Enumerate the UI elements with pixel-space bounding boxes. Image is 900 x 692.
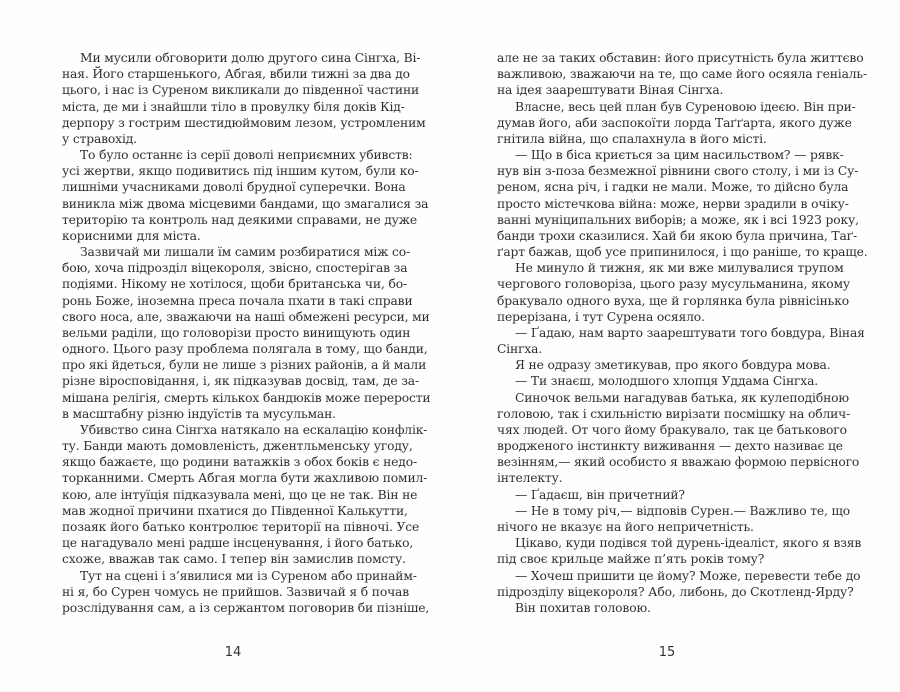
- text-line: підрозділу віцекороля? Або, либонь, до Скотленд-Ярду?: [497, 584, 854, 599]
- text-line: свого носа, але, зважаючи на наші обмежені ресурси, ми: [62, 309, 430, 324]
- text-line: гнітила війна, що спалахнула в його місті.: [497, 131, 767, 146]
- text-line: — Ти знаєш, молодшого хлопця Уддама Сінгха.: [515, 374, 819, 389]
- text-line: одного. Цього разу проблема полягала в тому, що банди,: [62, 342, 428, 357]
- text-line: усі жертви, якщо подивитись під іншим кутом, були ко-: [62, 164, 419, 179]
- text-line: лишніми учасниками доволі брудної суперечки. Вона: [62, 180, 406, 195]
- page-number-right: 15: [658, 645, 676, 660]
- page-number-left: 14: [224, 645, 242, 660]
- text-line: Ми мусили обговорити долю другого сина Сінгха, Ві-: [80, 51, 421, 65]
- text-line: нув він з-поза безмежної рівнини свого столу, і ми із Су-: [497, 164, 859, 179]
- text-line: Зазвичай ми лишали їм самим розбиратися між со-: [80, 245, 411, 260]
- text-line: Він похитав головою.: [515, 600, 651, 615]
- text-line: ту. Банди мають домовленість, джентльменську угоду,: [62, 439, 413, 454]
- text-line: в масштабну різню індуїстів та мусульман.: [62, 406, 336, 421]
- text-line: ґарт бажав, щоб усе припинилося, і що раніше, то краще.: [497, 245, 868, 260]
- text-line: нічого не вказує на його непричетність.: [497, 519, 754, 534]
- text-line: на ідея заарештувати Віная Сінгха.: [497, 83, 724, 98]
- text-line: це нагадувало мені радше інсценування, і його батько,: [62, 536, 414, 551]
- text-line: вельми раділи, що головорізи просто винищують один: [62, 325, 411, 340]
- text-line: чергового головоріза, цього разу мусульманина, якому: [497, 277, 850, 292]
- text-line: якщо бажаєте, що родини ватажків з обох боків є недо-: [62, 455, 417, 470]
- text-line: Не минуло й тижня, як ми вже милувалися трупом: [515, 261, 844, 276]
- text-line: але не за таких обставин: його присутність була життєво: [497, 51, 864, 65]
- text-line: у стравохід.: [62, 131, 137, 146]
- text-line: головою, так і схильністю вирізати посмішку на облич-: [497, 406, 851, 421]
- text-line: міста, де ми і знайшли тіло в провулку біля доків Кід-: [62, 99, 405, 114]
- text-line: під своє крильце майже п’ять років тому?: [497, 552, 765, 567]
- text-line: позаяк його батько контролює території на півночі. Усе: [62, 519, 420, 534]
- text-line: торканними. Смерть Абгая могла бути жахливою помил-: [62, 471, 428, 486]
- text-line: везінням,— який особисто я вважаю формою первісного: [497, 455, 860, 470]
- text-line: ная. Його старшенького, Абгая, вбили тижні за два до: [62, 67, 410, 82]
- right-page-text: [497, 50, 868, 616]
- text-line: кою, але інтуїція підказувала мені, що це не так. Він не: [62, 487, 418, 502]
- text-line: бою, хоча підрозділ віцекороля, звісно, спостерігав за: [62, 261, 408, 276]
- text-line: перерізана, і тут Сурена осяяло.: [497, 309, 705, 324]
- text-line: — Хочеш пришити це йому? Може, перевести тебе до: [515, 568, 861, 583]
- text-line: дерпору з гострим шестидюймовим лезом, устромленим: [62, 115, 426, 130]
- text-line: про які йдеться, були не лише з різних районів, а й мали: [62, 358, 427, 373]
- text-line: Власне, весь цей план був Суреновою ідеєю. Він при-: [515, 99, 856, 114]
- text-line: — Що в біса криється за цим насильством? — рявк-: [515, 148, 844, 163]
- text-line: важливою, зважаючи на те, що саме його осяяла геніаль-: [497, 67, 867, 82]
- text-line: Синочок вельми нагадував батька, як кулеподібною: [515, 390, 849, 405]
- text-line: ні я, бо Сурен чомусь не прийшов. Зазвичай я б почав: [62, 584, 410, 599]
- text-line: ронь Боже, іноземна преса почала пхати в такі справи: [62, 293, 413, 308]
- text-line: Сінгха.: [497, 342, 543, 357]
- text-line: Тут на сцені і з’явилися ми із Суреном або принайм-: [80, 568, 417, 583]
- text-line: Цікаво, куди подівся той дурень-ідеаліст, якого я взяв: [515, 536, 862, 551]
- text-line: схоже, вважав так само. І тепер він замислив помсту.: [62, 552, 406, 567]
- text-line: ванні муніципальних виборів; а може, як і всі 1923 року,: [497, 212, 859, 227]
- text-line: — Не в тому річ,— відповів Сурен.— Важливо те, що: [515, 503, 851, 518]
- left-page-text: [62, 50, 431, 616]
- text-line: банди трохи сказилися. Хай би якою була причина, Таґ-: [497, 228, 858, 243]
- text-line: Я не одразу зметикував, про якого бовдура мова.: [515, 358, 831, 373]
- text-line: Убивство сина Сінгха натякало на ескалацію конфлік-: [80, 422, 428, 437]
- text-line: територію та контроль над деякими справами, не дуже: [62, 212, 418, 227]
- text-line: інтелекту.: [497, 471, 563, 486]
- text-line: думав його, аби заспокоїти лорда Таґґарта, якого дуже: [497, 115, 852, 130]
- text-line: просто містечкова війна: може, нерви зрадили в очіку-: [497, 196, 849, 211]
- text-line: — Ґадаєш, він причетний?: [515, 487, 685, 502]
- text-line: бракувало одного вуха, ще й горлянка була рівнісінько: [497, 293, 850, 308]
- text-line: корисними для міста.: [62, 228, 201, 243]
- text-line: розслідування сам, а із сержантом поговорив би пізніше,: [62, 600, 430, 615]
- text-line: реном, ясна річ, і гадки не мали. Може, то дійсно була: [497, 180, 849, 195]
- text-line: То було останнє із серії доволі неприємних убивств:: [80, 148, 413, 163]
- text-line: — Ґадаю, нам варто заарештувати того бовдура, Віная: [515, 325, 865, 340]
- text-line: мав жодної причини пхатися до Південної Калькутти,: [62, 503, 408, 518]
- text-line: подіями. Нікому не хотілося, щоби британська чи, бо-: [62, 277, 407, 292]
- text-line: виникла між двома місцевими бандами, що змагалися за: [62, 196, 429, 211]
- text-line: різне віросповідання, і, як підказував досвід, там, де за-: [62, 374, 419, 389]
- text-line: мішана релігія, смерть кількох бандюків може перерости: [62, 390, 431, 405]
- text-line: вродженого інстинкту виживання — дехто називає це: [497, 439, 843, 454]
- text-line: цього, і нас із Суреном викликали до південної частини: [62, 83, 420, 98]
- text-line: чях людей. От чого йому бракувало, так це батькового: [497, 422, 847, 437]
